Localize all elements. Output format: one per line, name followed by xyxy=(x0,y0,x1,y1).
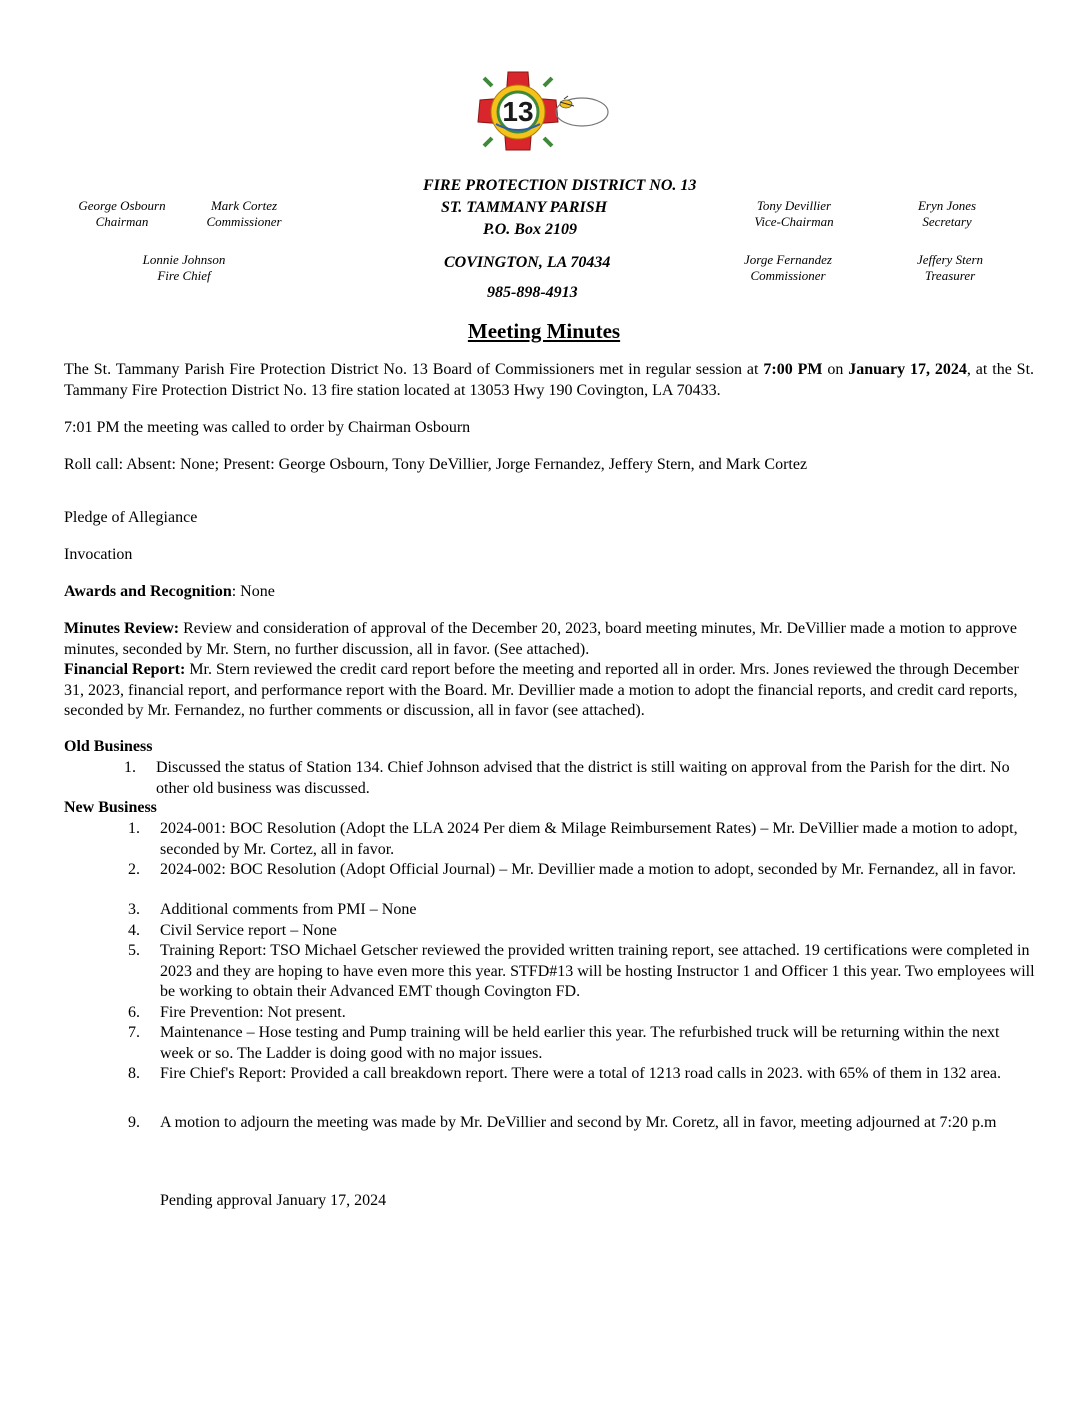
financial-report xyxy=(64,660,1034,722)
new-business-item-number: 2. xyxy=(128,861,140,878)
new-business-item-number: 7. xyxy=(128,1024,140,1041)
officer-name: Lonnie Johnson xyxy=(142,252,226,267)
org-po-box: P.O. Box 2109 xyxy=(483,221,577,238)
officer-name: Mark Cortez xyxy=(210,198,278,213)
officer-secretary xyxy=(904,198,990,230)
officer-name: Jorge Fernandez xyxy=(744,252,832,267)
officer-commissioner-fernandez xyxy=(734,252,842,284)
officer-name: Jeffery Stern xyxy=(916,252,984,267)
intro-text: The St. Tammany Parish Fire Protection District No. 13 Board of Commissioners met in regular session at xyxy=(64,361,764,378)
new-business-item-number: 5. xyxy=(128,942,140,959)
officer-name: George Osbourn xyxy=(78,198,166,213)
roll-call: Roll call: Absent: None; Present: George Osbourn, Tony DeVillier, Jorge Fernandez, Jeffery Stern, and Mark Cortez xyxy=(64,456,808,473)
old-business-item: Discussed the status of Station 134. Chief Johnson advised that the district is still waiting on approval from the Parish for the dirt. No other old business was discussed. xyxy=(156,759,1010,797)
org-city: COVINGTON, LA 70434 xyxy=(444,254,611,271)
new-business-item: Additional comments from PMI – None xyxy=(160,901,417,918)
minutes-review-label: Minutes Review: xyxy=(64,620,180,637)
intro-text: on xyxy=(822,361,849,378)
officer-title: Commissioner xyxy=(750,268,826,283)
officer-title: Chairman xyxy=(95,214,149,229)
new-business-item: 2024-002: BOC Resolution (Adopt Official Journal) – Mr. Devillier made a motion to adopt, seconded by Mr. Fernandez, all in favor. xyxy=(160,861,1016,878)
new-business-item: Fire Prevention: Not present. xyxy=(160,1004,346,1021)
new-business-item-number: 1. xyxy=(128,820,140,837)
officer-commissioner-cortez xyxy=(196,198,292,230)
awards-section xyxy=(64,582,1034,603)
district-logo xyxy=(470,66,618,158)
minutes-review xyxy=(64,619,1034,660)
officer-vice-chairman xyxy=(744,198,844,230)
officer-title: Commissioner xyxy=(206,214,282,229)
intro-paragraph xyxy=(64,360,1034,401)
awards-label: Awards and Recognition xyxy=(64,583,232,600)
page-title: Meeting Minutes xyxy=(467,319,621,343)
old-business-heading: Old Business xyxy=(64,738,153,755)
officer-title: Treasurer xyxy=(924,268,976,283)
new-business-item: 2024-001: BOC Resolution (Adopt the LLA 2024 Per diem & Milage Reimbursement Rates) – Mr. DeVillier made a motion to adopt, seconded by Mr. Cortez, all in favor. xyxy=(160,820,1018,858)
officer-title: Vice-Chairman xyxy=(754,214,834,229)
new-business-item: Fire Chief's Report: Provided a call breakdown report. There were a total of 1213 road calls in 2023. with 65% of them in 132 area. xyxy=(160,1065,1002,1082)
new-business-item-number: 9. xyxy=(128,1114,140,1131)
new-business-item: Training Report: TSO Michael Getscher reviewed the provided written training report, see attached. 19 certifications were completed in 2023 and they are hoping to have even more this year. STFD#13 will be hosting Instructor 1 and Officer 1 this year. Two employees will be working to obtain their Advanced EMT though Covington FD. xyxy=(160,942,1035,1000)
invocation: Invocation xyxy=(64,546,133,563)
officer-name: Tony Devillier xyxy=(756,198,832,213)
officer-title: Fire Chief xyxy=(157,268,211,283)
org-phone: 985-898-4913 xyxy=(487,284,578,301)
minutes-review-text: Review and consideration of approval of the December 20, 2023, board meeting minutes, Mr. DeVillier made a motion to approve minutes, seconded by Mr. Stern, no further discussion, all in favor. (See attached). xyxy=(64,620,1018,658)
officer-name: Eryn Jones xyxy=(917,198,977,213)
intro-text: , at the St. Tammany Fire Protection District No. 13 fire station located at 13053 Hwy 190 Covington, LA 70433. xyxy=(64,361,1035,399)
new-business-item: A motion to adjourn the meeting was made by Mr. DeVillier and second by Mr. Coretz, all in favor, meeting adjourned at 7:20 p.m xyxy=(160,1114,997,1131)
org-name: FIRE PROTECTION DISTRICT NO. 13 xyxy=(423,177,697,194)
new-business-item-number: 4. xyxy=(128,922,140,939)
new-business-item: Maintenance – Hose testing and Pump training will be held earlier this year. The refurbished truck will be returning within the next week or so. The Ladder is doing good with no major issues. xyxy=(160,1024,1000,1062)
org-parish: ST. TAMMANY PARISH xyxy=(441,199,608,216)
officer-fire-chief xyxy=(130,252,238,284)
pledge: Pledge of Allegiance xyxy=(64,509,198,526)
logo-number: 13 xyxy=(502,96,534,127)
new-business-heading: New Business xyxy=(64,799,157,816)
officer-title: Secretary xyxy=(922,214,972,229)
call-to-order: 7:01 PM the meeting was called to order by Chairman Osbourn xyxy=(64,419,471,436)
new-business-item: Civil Service report – None xyxy=(160,922,337,939)
officer-chairman xyxy=(74,198,170,230)
new-business-item-number: 3. xyxy=(128,901,140,918)
officer-treasurer xyxy=(904,252,996,284)
old-business-item-number: 1. xyxy=(124,759,136,776)
pending-approval: Pending approval January 17, 2024 xyxy=(160,1192,387,1209)
awards-text: : None xyxy=(231,583,275,600)
meeting-time: 7:00 PM xyxy=(763,361,823,378)
financial-report-label: Financial Report: xyxy=(64,661,186,678)
new-business-item-number: 6. xyxy=(128,1004,140,1021)
new-business-item-number: 8. xyxy=(128,1065,140,1082)
meeting-date: January 17, 2024 xyxy=(848,361,967,378)
financial-report-text: Mr. Stern reviewed the credit card report before the meeting and reported all in order. Mrs. Jones reviewed the through December 31, 2023, financial report, and performance report with the Board. Mr. Devillier made a motion to adopt the financial reports, and credit card reports, seconded by Mr. Fernandez, no further comments or discussion, all in favor (see attached). xyxy=(64,661,1019,719)
